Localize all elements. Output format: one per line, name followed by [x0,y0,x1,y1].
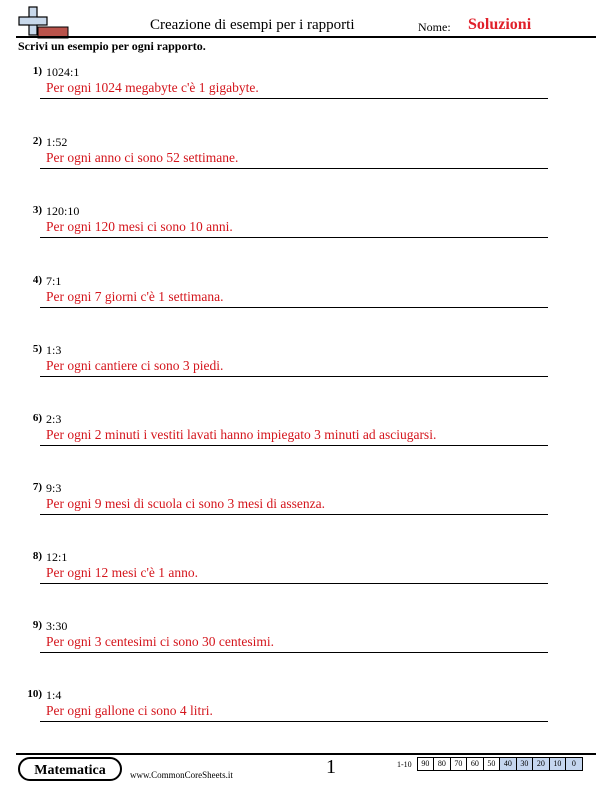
answer-text: Per ogni 120 mesi ci sono 10 anni. [46,219,233,234]
problem-9 [0,619,612,689]
score-range-label: 1-10 [397,759,412,769]
ratio: 1:4 [46,688,62,702]
problem-2 [0,135,612,205]
answer-line [40,98,548,99]
ratio: 3:30 [46,619,68,633]
answer-line [40,721,548,722]
answer-line [40,168,548,169]
ratio: 2:3 [46,412,62,426]
answer-line [40,445,548,446]
ratio: 1:3 [46,343,62,357]
problem-number: 5) [32,343,42,355]
answer-text: Per ogni 9 mesi di scuola ci sono 3 mesi di assenza. [46,496,325,511]
answer-text: Per ogni 1024 megabyte c'è 1 gigabyte. [46,80,259,95]
problem-4 [0,274,612,344]
header-divider [16,36,596,38]
problem-3 [0,204,612,274]
score-cell: 60 [466,757,484,771]
answer-text: Per ogni anno ci sono 52 settimane. [46,150,239,165]
problem-number: 4) [32,274,42,286]
score-cell: 90 [417,757,435,771]
score-cell: 0 [565,757,583,771]
score-cell: 70 [450,757,468,771]
score-cell: 20 [532,757,550,771]
answer-text: Per ogni 3 centesimi ci sono 30 centesimi. [46,634,274,649]
ratio: 9:3 [46,481,62,495]
ratio: 120:10 [46,204,80,218]
brand-badge: Matematica [18,757,122,781]
problem-1 [0,65,612,135]
plus-logo-icon [18,5,70,39]
problem-5 [0,343,612,413]
score-table [397,757,583,771]
problem-number: 6) [32,412,42,424]
score-cell: 10 [549,757,567,771]
answer-text: Per ogni cantiere ci sono 3 piedi. [46,358,224,373]
ratio: 1024:1 [46,65,80,79]
answer-text: Per ogni gallone ci sono 4 litri. [46,703,213,718]
problem-number: 9) [32,619,42,631]
problem-number: 2) [32,135,42,147]
page-number: 1 [326,756,336,778]
ratio: 12:1 [46,550,68,564]
answer-line [40,307,548,308]
footer-divider [16,753,596,755]
ratio: 1:52 [46,135,68,149]
name-label: Nome: [418,20,451,34]
problem-number: 7) [32,481,42,493]
worksheet-title: Creazione di esempi per i rapporti [150,17,355,33]
score-cell: 30 [516,757,534,771]
answer-line [40,583,548,584]
answer-text: Per ogni 2 minuti i vestiti lavati hanno impiegato 3 minuti ad asciugarsi. [46,427,437,442]
answer-line [40,514,548,515]
problem-6 [0,412,612,482]
answer-key-label: Soluzioni [468,16,532,33]
problem-7 [0,481,612,551]
problem-number: 8) [32,550,42,562]
answer-line [40,237,548,238]
score-cell: 40 [499,757,517,771]
answer-line [40,376,548,377]
score-cell: 50 [483,757,501,771]
problem-8 [0,550,612,620]
answer-text: Per ogni 7 giorni c'è 1 settimana. [46,289,224,304]
instructions: Scrivi un esempio per ogni rapporto. [18,39,206,53]
problem-number: 10) [27,688,42,700]
answer-line [40,652,548,653]
site-url: www.CommonCoreSheets.it [130,770,233,780]
problem-number: 3) [32,204,42,216]
score-cell: 80 [433,757,451,771]
problem-10 [0,688,612,758]
ratio: 7:1 [46,274,62,288]
answer-text: Per ogni 12 mesi c'è 1 anno. [46,565,199,580]
problem-number: 1) [32,65,42,77]
